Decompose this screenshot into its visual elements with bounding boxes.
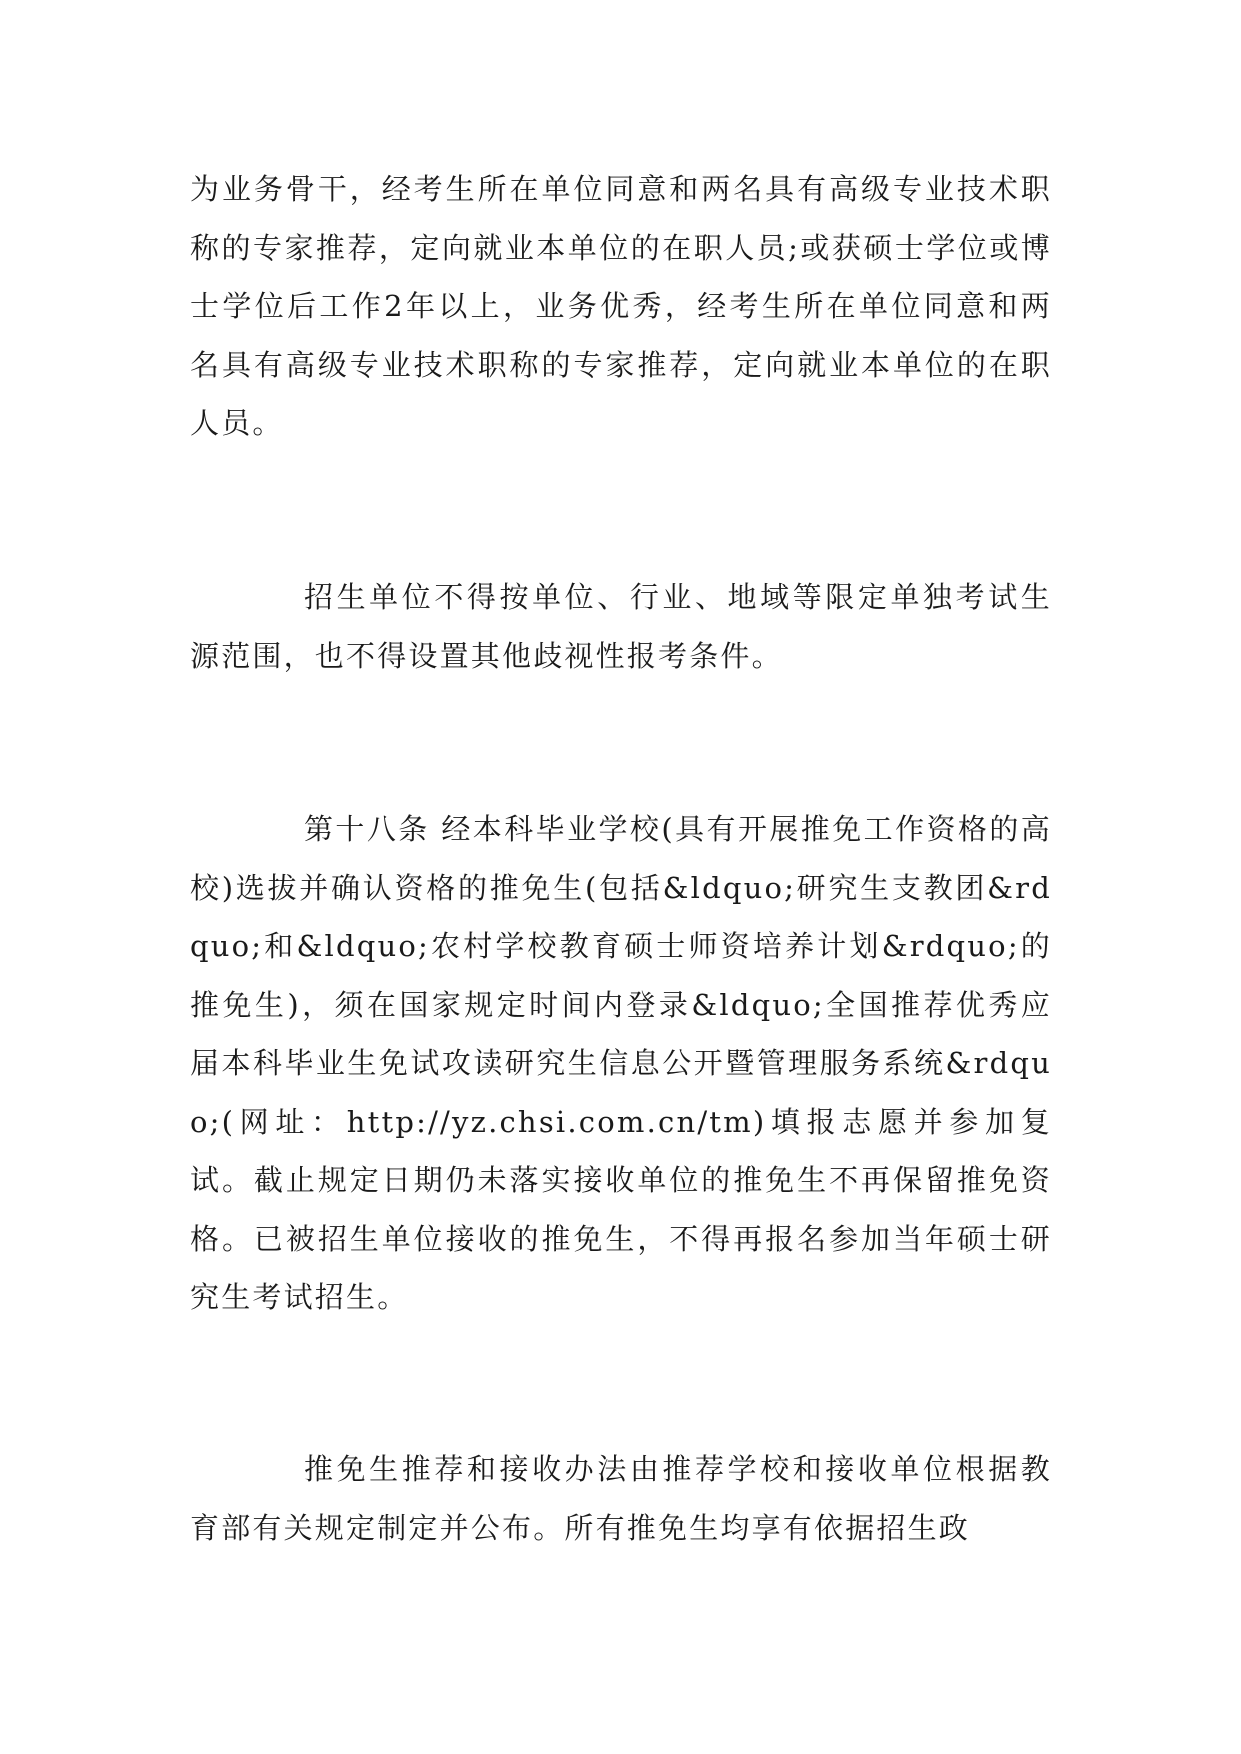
paragraph-2: 招生单位不得按单位、行业、地域等限定单独考试生源范围，也不得设置其他歧视性报考条件。 — [190, 580, 1052, 673]
paragraph-3: 第十八条 经本科毕业学校(具有开展推免工作资格的高校)选拔并确认资格的推免生(包括&ldquo;研究生支教团&rdquo;和&ldquo;农村学校教育硕士师资培养计划&rdquo;的推免生)，须在国家规定时间内登录&ldquo;全国推荐优秀应届本科毕业生免试攻读研究生信息公开暨管理服务系统&rdquo;(网址：http://yz.chsi.com.cn/tm)填报志愿并参加复试。截止规定日期仍未落实接收单位的推免生不再保留推免资格。已被招生单位接收的推免生，不得再报名参加当年硕士研究生考试招生。 — [190, 812, 1052, 1314]
paragraph-1: 为业务骨干，经考生所在单位同意和两名具有高级专业技术职称的专家推荐，定向就业本单位的在职人员;或获硕士学位或博士学位后工作2年以上，业务优秀，经考生所在单位同意和两名具有高级专业技术职称的专家推荐，定向就业本单位的在职人员。 — [190, 172, 1052, 440]
paragraph-4: 推免生推荐和接收办法由推荐学校和接收单位根据教育部有关规定制定并公布。所有推免生均享有依据招生政 — [190, 1452, 1052, 1545]
